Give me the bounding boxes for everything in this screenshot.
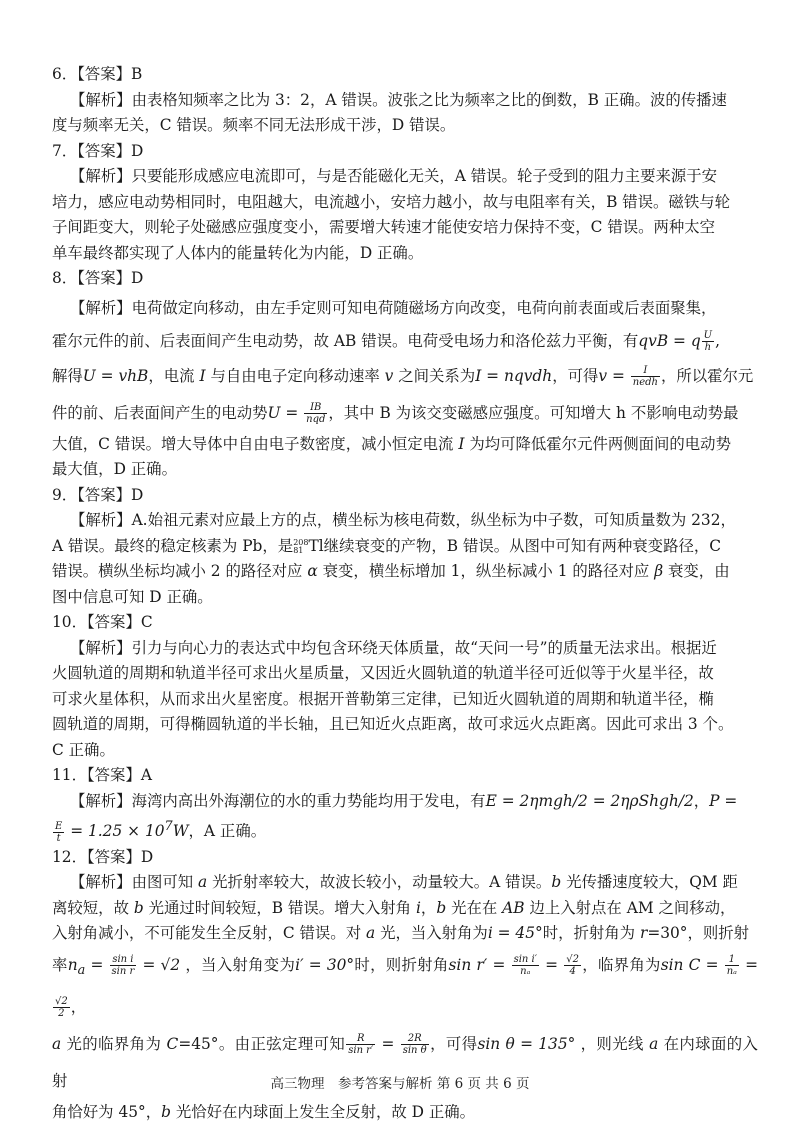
var: a xyxy=(365,924,376,943)
text: 为均可降低霍尔元件两侧面间的电动势 xyxy=(464,434,731,453)
text: ，当入射角变为 xyxy=(180,955,296,974)
text: 离较短，故 xyxy=(52,898,134,917)
q10-line-5: C 正确。 xyxy=(52,740,115,759)
q7-line-4: 单车最终都实现了人体内的能量转化为内能，D 正确。 xyxy=(52,243,424,262)
q12-line-1 xyxy=(52,870,758,896)
frac-den: t xyxy=(56,832,61,844)
q9-line-1: 【解析】A.始祖元素对应最上方的点，横坐标为核电荷数，纵坐标为中子数，可知质量数为 232， xyxy=(70,511,736,529)
var: I xyxy=(458,434,465,453)
text: 角恰好为 45°， xyxy=(52,1102,162,1121)
unit: W xyxy=(172,822,189,841)
var: b xyxy=(133,898,144,917)
text: 解得 xyxy=(52,366,83,385)
q10-line-4: 圆轨道的周期，可得椭圆轨道的半长轴，且已知近火点距离，故可求远火点距离。因此可求出 3 个。 xyxy=(52,715,734,733)
text: = xyxy=(739,955,758,974)
frac-den: 4 xyxy=(569,966,576,978)
isotope-label xyxy=(293,539,308,555)
var: r xyxy=(639,924,648,943)
var: b xyxy=(436,898,447,917)
text: 光折射率较大，故波长较小，动量较大。A 错误。 xyxy=(207,873,552,892)
q7-header: 7．【答案】D xyxy=(52,141,144,160)
subscript: a xyxy=(77,962,86,978)
q8-line-2-text: 霍尔元件的前、后表面间产生电动势，故 AB 错误。电荷受电场力和洛伦兹力平衡，有 xyxy=(52,331,639,350)
text: 继续衰变的产物，B 错误。从图中可知有两种衰变路径，C xyxy=(323,536,722,555)
q12-fraction-2r-sintheta xyxy=(401,1033,429,1056)
q9-line-3 xyxy=(52,559,758,585)
q8-line-4 xyxy=(52,395,758,432)
text: 光传播速度较大，QM 距 xyxy=(561,873,738,892)
frac-den: h xyxy=(704,342,712,353)
formula: I = nqvdh xyxy=(475,366,553,385)
text: ，电流 xyxy=(148,366,200,385)
text: 光在在 xyxy=(446,898,503,917)
frac-num: √2 xyxy=(55,996,68,1008)
text: 光的临界角为 xyxy=(61,1034,167,1053)
frac-den: 2 xyxy=(58,1008,65,1020)
frac-num: I xyxy=(631,365,660,377)
q8-line-2: 霍尔元件的前、后表面间产生电动势，故 AB 错误。电荷受电场力和洛伦兹力平衡，有qvB = q $\frac{U}{h}$ , xyxy=(52,330,721,353)
text: ，其中 B 为该交变磁感应强度。可知增大 h 不影响电动势最 xyxy=(328,403,739,422)
text: ，可得 xyxy=(552,366,599,385)
text: = xyxy=(539,955,564,974)
q8-fraction-u-h xyxy=(702,330,714,353)
formula: E = 2ηmgh/2 = 2ηρShgh/2 xyxy=(485,791,694,810)
q12-header: 12．【答案】D xyxy=(52,847,154,866)
q11-line-1 xyxy=(52,789,758,815)
text: 之间关系为 xyxy=(393,366,476,385)
q12-fraction-root2-2 xyxy=(53,996,70,1019)
q8-header: 8．【答案】D xyxy=(52,269,144,287)
text: 件的前、后表面间产生的电动势 xyxy=(52,403,268,422)
q6-line-2: 度与频率无关，C 错误。频率不同无法形成干涉，D 错误。 xyxy=(52,116,456,134)
text: 与自由电子定向移动速率 xyxy=(205,366,385,385)
text: ，则光线 xyxy=(575,1034,650,1053)
q12-fraction-1-na xyxy=(725,954,739,977)
q10-line-3: 可求火星体积，从而求出火星密度。根据开普勒第三定律，已知近火圆轨道的周期和轨道半径，椭 xyxy=(52,689,714,708)
q9-header: 9．【答案】D xyxy=(52,485,144,504)
q12-line-6 xyxy=(52,1100,758,1126)
text: ， xyxy=(70,997,87,1016)
q8-line-5 xyxy=(52,432,758,458)
q8-line-6: 最大值，D 正确。 xyxy=(52,460,177,478)
q8-line-3 xyxy=(52,358,758,395)
text: ，可得 xyxy=(429,1034,478,1053)
formula: U = xyxy=(267,403,304,422)
q11-line-2 xyxy=(52,814,758,845)
frac-num: U xyxy=(703,330,713,341)
formula: sin C = xyxy=(660,955,724,974)
text: 时，则折射角 xyxy=(354,955,449,974)
formula: = 1.25 × 10 xyxy=(65,822,165,841)
q12-fraction-sini-sinr xyxy=(110,954,137,977)
text: =30°，则折射 xyxy=(647,924,750,943)
text: 【解析】由图可知 xyxy=(70,873,199,892)
text: ，所以霍尔元 xyxy=(660,366,754,385)
q10-header: 10．【答案】C xyxy=(52,613,153,631)
formula: i = 45° xyxy=(487,924,543,943)
frac-den: nqd xyxy=(306,414,326,425)
text: =45°。由正弦定理可知 xyxy=(178,1034,346,1053)
text: 衰变，横坐标增加 1，纵坐标减小 1 的路径对应 xyxy=(317,562,655,580)
frac-num: R xyxy=(346,1033,375,1045)
q12-fraction-sini2-na xyxy=(512,954,539,977)
formula: = √2 xyxy=(137,955,181,974)
formula: v = xyxy=(598,366,630,385)
text: 衰变，由 xyxy=(663,562,730,580)
frac-num: sin i xyxy=(110,954,137,966)
frac-den: nₐ xyxy=(726,966,737,978)
frac-den: nedh xyxy=(632,377,658,388)
text: = xyxy=(85,955,109,974)
q7-line-2: 培力，感应电动势相同时，电阻越大，电流越小，安培力越小，故与电阻率有关，B 错误。磁铁与轮 xyxy=(52,192,730,211)
text: 大值，C 错误。增大导体中自由电子数密度，减小恒定电流 xyxy=(52,434,459,453)
text: 入射角减小，不可能发生全反射，C 错误。对 xyxy=(52,924,366,943)
frac-num: sin i′ xyxy=(513,954,537,966)
q12-fraction-root2-4 xyxy=(564,954,581,977)
frac-num: 2R xyxy=(401,1033,429,1045)
text: 边上入射点在 AM 之间移动， xyxy=(524,898,736,917)
page-footer: 高三物理 参考答案与解析 第 6 页 共 6 页 xyxy=(270,1076,530,1092)
formula: U = vhB xyxy=(82,366,149,385)
text: 光通过时间较短，B 错误。增大入射角 xyxy=(143,898,416,917)
beta-symbol: β xyxy=(654,562,664,580)
frac-num: E xyxy=(55,820,63,832)
text: 在内球面的入射 xyxy=(52,1034,758,1090)
text: 光，当入射角为 xyxy=(375,924,488,943)
q7-line-3: 子间距变大，则轮子处磁感应强度变小，需要增大转速才能使安培力保持不变，C 错误。两种太空 xyxy=(52,218,716,236)
var: a xyxy=(52,1034,62,1053)
var: v xyxy=(384,366,394,385)
formula: sin r′ = xyxy=(448,955,511,974)
text: A 错误。最终的稳定核素为 Pb，是 xyxy=(52,536,294,555)
q7-line-1: 【解析】只要能形成感应电流即可，与是否能磁化无关，A 错误。轮子受到的阻力主要来源于安 xyxy=(70,167,718,185)
var: i xyxy=(415,898,421,917)
q12-line-2 xyxy=(52,896,758,922)
text: 光恰好在内球面上发生全反射，故 D 正确。 xyxy=(170,1102,476,1121)
text: ， xyxy=(420,898,437,917)
q8-formula-qvb: qvB = q xyxy=(638,331,701,350)
q8-fraction-i-nedh xyxy=(631,365,660,388)
frac-den: sin r xyxy=(111,966,135,978)
var: I xyxy=(199,366,206,385)
text: 时，折射角为 xyxy=(542,924,640,943)
text: 【解析】海湾内高出外海潮位的水的重力势能均用于发电，有 xyxy=(70,791,486,810)
alpha-symbol: α xyxy=(307,562,318,580)
var: b xyxy=(551,873,562,892)
frac-num: IB xyxy=(304,402,327,414)
q8-line-1: 【解析】电荷做定向移动，由左手定则可知电荷随磁场方向改变，电荷向前表面或后表面聚集， xyxy=(70,298,717,317)
formula: sin θ = 135° xyxy=(477,1034,576,1053)
atomic-number: 81 xyxy=(293,545,304,555)
q9-line-2 xyxy=(52,534,758,560)
formula: i′ = 30° xyxy=(295,955,355,974)
q9-line-4: 图中信息可知 D 正确。 xyxy=(52,587,213,606)
exponent: 7 xyxy=(164,819,173,834)
var: a xyxy=(649,1034,659,1053)
text: 错误。横纵坐标均减小 2 的路径对应 xyxy=(52,562,308,580)
q11-header: 11．【答案】A xyxy=(52,766,152,784)
var: a xyxy=(198,873,208,892)
frac-den: sin r′ xyxy=(348,1045,374,1057)
frac-num: √2 xyxy=(566,954,579,966)
answer-page xyxy=(52,62,758,1125)
q6-line-1: 【解析】由表格知频率之比为 3：2，A 错误。波张之比为频率之比的倒数，B 正确。波的传播速 xyxy=(70,90,727,109)
element-symbol: Tl xyxy=(308,536,324,555)
frac-den: sin θ xyxy=(402,1045,427,1057)
q12-line-4 xyxy=(52,947,758,1026)
q11-fraction-e-t xyxy=(53,821,64,844)
var: b xyxy=(161,1102,171,1121)
q6-header: 6．【答案】B xyxy=(52,65,143,83)
text: ，临界角为 xyxy=(582,955,661,974)
text: ， xyxy=(693,791,710,810)
frac-num: 1 xyxy=(725,954,739,966)
mass-number: 208 xyxy=(293,537,309,547)
formula: P = xyxy=(709,791,738,810)
q12-fraction-r-sinr xyxy=(346,1033,375,1056)
text: = xyxy=(376,1034,400,1053)
var: n xyxy=(67,955,78,974)
q12-line-3 xyxy=(52,921,758,947)
frac-den: nₐ xyxy=(520,966,531,978)
q8-fraction-ib-nqd xyxy=(304,402,327,425)
q10-line-1: 【解析】引力与向心力的表达式中均包含环绕天体质量，故“天问一号”的质量无法求出。根据近 xyxy=(70,638,717,657)
q10-line-2: 火圆轨道的周期和轨道半径可求出火星质量，又因近火圆轨道的轨道半径可近似等于火星半径，故 xyxy=(52,664,714,682)
var: AB xyxy=(502,898,525,917)
text: ，A 正确。 xyxy=(188,822,267,841)
text: 率 xyxy=(52,955,68,974)
var: C xyxy=(166,1034,179,1053)
